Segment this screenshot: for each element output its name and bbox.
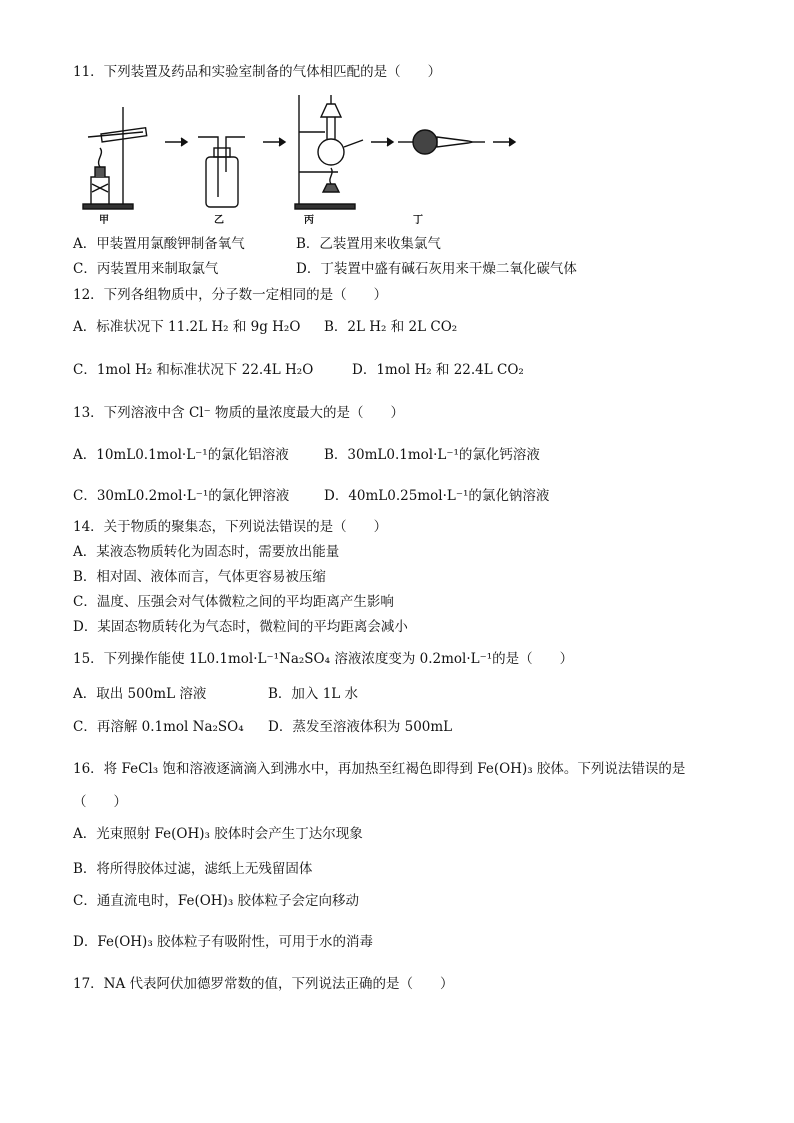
fig-label-yi: 乙	[214, 215, 224, 226]
q13-option-a: A．10mL0.1mol·L⁻¹的氯化铝溶液	[73, 447, 289, 463]
q13-option-c: C．30mL0.2mol·L⁻¹的氯化钾溶液	[73, 488, 290, 504]
q13-option-b: B．30mL0.1mol·L⁻¹的氯化钙溶液	[324, 447, 540, 463]
q11-stem: 11．下列装置及药品和实验室制备的气体相匹配的是（ ）	[73, 64, 442, 80]
q16-option-a: A．光束照射 Fe(OH)₃ 胶体时会产生丁达尔现象	[73, 826, 363, 842]
q14-option-d: D．某固态物质转化为气态时，微粒间的平均距离会减小	[73, 619, 408, 635]
q15-option-d: D．蒸发至溶液体积为 500mL	[268, 719, 453, 735]
fig-label-ding: 丁	[413, 215, 423, 226]
q16-option-c: C．通直流电时，Fe(OH)₃ 胶体粒子会定向移动	[73, 893, 360, 909]
apparatus-bing-icon	[295, 95, 363, 209]
q12-stem: 12．下列各组物质中，分子数一定相同的是（ ）	[73, 287, 388, 303]
q15-option-a: A．取出 500mL 溶液	[73, 686, 207, 702]
q12-option-b: B．2L H₂ 和 2L CO₂	[324, 319, 458, 335]
q14-option-b: B．相对固、液体而言，气体更容易被压缩	[73, 569, 326, 585]
q12-option-a: A．标准状况下 11.2L H₂ 和 9g H₂O	[73, 319, 301, 335]
q11-option-a: A．甲装置用氯酸钾制备氧气	[73, 236, 245, 252]
q12-option-c: C．1mol H₂ 和标准状况下 22.4L H₂O	[73, 362, 314, 378]
q16-stem-paren: （ ）	[73, 794, 127, 810]
q16-stem: 16．将 FeCl₃ 饱和溶液逐滴滴入到沸水中，再加热至红褐色即得到 Fe(OH)₃ 胶体。下列说法错误的是	[73, 761, 686, 777]
q11-apparatus-figure	[73, 92, 533, 222]
q14-option-c: C．温度、压强会对气体微粒之间的平均距离产生影响	[73, 594, 394, 610]
q17-stem: 17．NA 代表阿伏加德罗常数的值，下列说法正确的是（ ）	[73, 976, 454, 992]
fig-label-jia: 甲	[99, 215, 109, 226]
q12-option-d: D．1mol H₂ 和 22.4L CO₂	[352, 362, 524, 378]
q13-option-d: D．40mL0.25mol·L⁻¹的氯化钠溶液	[324, 488, 550, 504]
apparatus-ding-icon	[398, 130, 515, 154]
apparatus-yi-icon	[198, 137, 245, 207]
q11-option-d: D．丁装置中盛有碱石灰用来干燥二氧化碳气体	[296, 261, 577, 277]
q16-option-d: D．Fe(OH)₃ 胶体粒子有吸附性，可用于水的消毒	[73, 934, 374, 950]
q11-option-b: B．乙装置用来收集氯气	[296, 236, 441, 252]
q16-option-b: B．将所得胶体过滤，滤纸上无残留固体	[73, 861, 313, 877]
q15-option-c: C．再溶解 0.1mol Na₂SO₄	[73, 719, 244, 735]
q14-stem: 14．关于物质的聚集态，下列说法错误的是（ ）	[73, 519, 388, 535]
q11-option-c: C．丙装置用来制取氯气	[73, 261, 219, 277]
q15-option-b: B．加入 1L 水	[268, 686, 359, 702]
apparatus-jia-icon	[83, 107, 147, 209]
q13-stem: 13．下列溶液中含 Cl⁻ 物质的量浓度最大的是（ ）	[73, 405, 405, 421]
q14-option-a: A．某液态物质转化为固态时，需要放出能量	[73, 544, 340, 560]
fig-label-bing: 丙	[304, 215, 314, 226]
q15-stem: 15．下列操作能使 1L0.1mol·L⁻¹Na₂SO₄ 溶液浓度变为 0.2mol·L⁻¹的是（ ）	[73, 651, 574, 667]
